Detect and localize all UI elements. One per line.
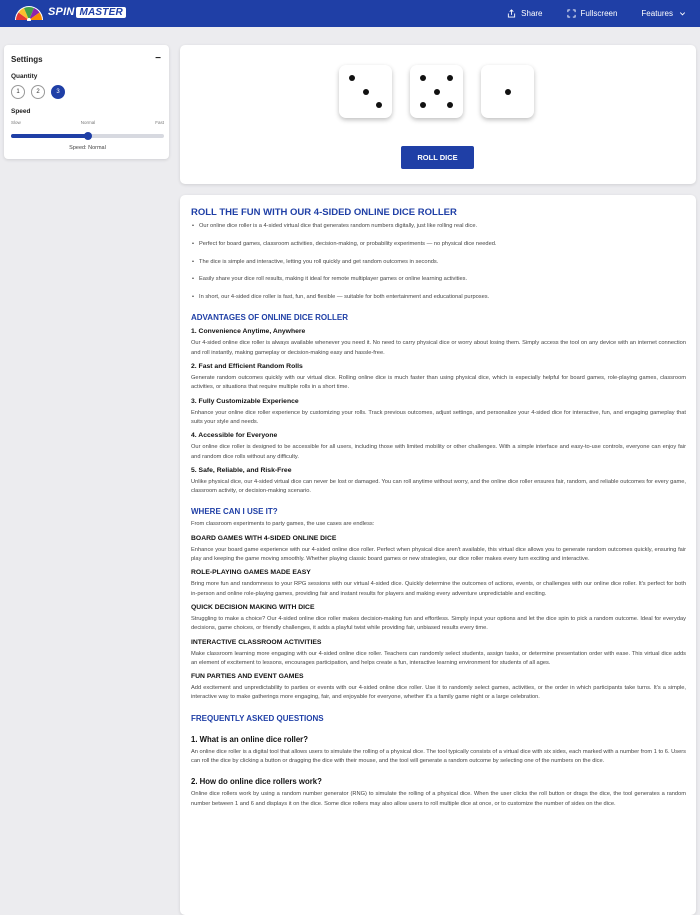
intro-bullet: • Easily share your dice roll results, making it ideal for remote multiplayer games or online learning activities.: [191, 275, 686, 284]
logo-word-master: MASTER: [76, 7, 125, 18]
advantage-heading: 1. Convenience Anytime, Anywhere: [191, 328, 306, 336]
speed-tick-normal: Normal: [80, 120, 96, 125]
usage-heading: FUN PARTIES AND EVENT GAMES: [191, 673, 304, 681]
quantity-option-2[interactable]: 2: [31, 85, 45, 99]
roll-dice-button[interactable]: ROLL DICE: [401, 146, 474, 169]
advantage-text: Enhance your online dice roller experience by customizing your rolls. Track previous outcomes, adjust settings, and personalize your 4-sided dice for interactive, fun, and engaging gameplay that suits your style and needs.: [191, 409, 686, 425]
usage-title: WHERE CAN I USE IT?: [191, 507, 278, 517]
site-logo[interactable]: [13, 3, 126, 21]
speed-slider-fill: [11, 134, 88, 138]
fullscreen-label: Fullscreen: [580, 9, 618, 18]
usage-text: Make classroom learning more engaging with our 4-sided online dice roller. Teachers can randomly select students, assign tasks, or determine presentation order with ease. This virtual dice adds an element of excitement to lessons, encourages participation, and helps create a fun, interactive learning environment for students of all ages.: [191, 650, 686, 666]
usage-text: Enhance your board game experience with our 4-sided online dice roller. Perfect when physical dice aren't available, this virtual dice allows you to generate random outcomes quickly, ensuring fair play and keeping the game moving smoothly. Whether playing classic board games or new strategies, our dice roller makes every turn exciting and interactive.: [191, 546, 686, 563]
article-content: [180, 195, 696, 915]
advantage-heading: 3. Fully Customizable Experience: [191, 397, 299, 405]
features-menu[interactable]: [641, 9, 687, 18]
speed-tick-labels: [11, 120, 164, 125]
spin-wheel-icon: [13, 3, 45, 21]
die-3: [481, 65, 534, 118]
dice-area: [180, 45, 696, 184]
share-icon: [507, 9, 516, 18]
advantage-heading: 2. Fast and Efficient Random Rolls: [191, 363, 303, 371]
fullscreen-icon: [567, 9, 576, 18]
speed-slider[interactable]: [11, 134, 164, 138]
die-pip: [420, 75, 426, 81]
die-pip: [447, 75, 453, 81]
fullscreen-button[interactable]: [567, 9, 618, 18]
die-pip: [376, 102, 382, 108]
settings-title: Settings: [11, 55, 43, 64]
die-pip: [434, 89, 440, 95]
faq-question: 1. What is an online dice roller?: [191, 734, 308, 744]
top-navbar: [0, 0, 700, 27]
die-pip: [447, 102, 453, 108]
advantage-heading: 4. Accessible for Everyone: [191, 432, 278, 440]
usage-heading: INTERACTIVE CLASSROOM ACTIVITIES: [191, 638, 322, 646]
features-label: Features: [641, 9, 673, 18]
speed-caption: Speed: Normal: [69, 145, 106, 151]
intro-bullet: • In short, our 4-sided dice roller is fast, fun, and flexible — suitable for both entertainment and educational purposes.: [191, 293, 686, 302]
usage-text: Bring more fun and randomness to your RPG sessions with our virtual 4-sided dice. Quickly determine the outcomes of actions, events, or challenges with our online dice roller. It's perfect for both in-person and online role-playing games, providing fair and instant results for players and making every adventure unpredictable and exciting.: [191, 581, 686, 597]
die-2: [410, 65, 463, 118]
article-title: ROLL THE FUN WITH OUR 4-SIDED ONLINE DICE ROLLER: [191, 207, 457, 218]
intro-bullet: • Our online dice roller is a 4-sided virtual dice that generates random numbers digitally, just like rolling real dice.: [191, 222, 686, 231]
collapse-button[interactable]: −: [155, 53, 161, 64]
quantity-option-1[interactable]: 1: [11, 85, 25, 99]
intro-bullets: [191, 222, 686, 302]
advantage-text: Unlike physical dice, our 4-sided virtual dice can never be lost or damaged. You can roll anytime without worry, and the online dice roller ensures fair, random, and reliable outcomes for every game, classroom activity, or decision-making scenario.: [191, 478, 686, 495]
logo-word-spin: SPIN: [48, 6, 75, 18]
chevron-down-icon: [678, 9, 687, 18]
die-pip: [420, 102, 426, 108]
intro-bullet: • Perfect for board games, classroom activities, decision-making, or probability experiments — no physical dice needed.: [191, 240, 686, 249]
speed-tick-fast: Fast: [155, 120, 164, 125]
settings-panel: [4, 45, 169, 159]
faq-question: 2. How do online dice rollers work?: [191, 777, 322, 787]
logo-text: [48, 6, 126, 18]
faq-answer: Online dice rollers work by using a random number generator (RNG) to simulate the rolling of a physical dice. When the user clicks the roll button or drags the dice, the tool generates a random number between 1 and 6 and displays it on the dice. Some dice rollers may also allow users to roll multiple dice at once, or to customize the number of sides on the dice.: [191, 791, 686, 807]
advantages-title: ADVANTAGES OF ONLINE DICE ROLLER: [191, 313, 349, 323]
share-label: Share: [521, 9, 543, 18]
advantage-heading: 5. Safe, Reliable, and Risk-Free: [191, 466, 292, 474]
die-1: [339, 65, 392, 118]
share-button[interactable]: [507, 9, 542, 18]
usage-heading: BOARD GAMES WITH 4-SIDED ONLINE DICE: [191, 534, 337, 542]
quantity-options: [11, 85, 65, 99]
speed-label: Speed: [11, 108, 31, 115]
quantity-option-3[interactable]: 3: [51, 85, 65, 99]
die-pip: [349, 75, 355, 81]
faq-title: FREQUENTLY ASKED QUESTIONS: [191, 713, 324, 723]
usage-text: Add excitement and unpredictability to parties or events with our 4-sided online dice roller. Use it to randomly select games, activities, or the order in which participants take turns. It's a simple, interactive way to make gatherings more engaging, fair, and enjoyable for everyone, whether it's a family game night or a large celebration.: [191, 685, 686, 701]
advantage-text: Our online dice roller is designed to be accessible for all users, including those with limited mobility or other challenges. With a simple interface and easy-to-use controls, everyone can enjoy fair and random dice rolls without any difficulty.: [191, 444, 686, 460]
usage-heading: QUICK DECISION MAKING WITH DICE: [191, 603, 315, 611]
speed-tick-slow: Slow: [11, 120, 21, 125]
speed-slider-thumb[interactable]: [84, 132, 92, 140]
advantage-text: Our 4-sided online dice roller is always available whenever you need it. No need to carry physical dice or worry about losing them. Simply access the tool on any device with an internet connection and roll instantly, making gameplay or decision-making easy and hassle-free.: [191, 340, 686, 356]
intro-bullet: • The dice is simple and interactive, letting you roll quickly and get random outcomes in seconds.: [191, 258, 686, 267]
header-nav: [507, 0, 687, 27]
die-pip: [363, 89, 369, 95]
usage-intro: From classroom experiments to party games, the use cases are endless:: [191, 521, 375, 528]
usage-heading: ROLE-PLAYING GAMES MADE EASY: [191, 569, 311, 577]
advantage-text: Generate random outcomes quickly with our virtual dice. Rolling online dice is much faster than using physical dice, which is especially helpful for board games, role-playing games, classroom activities, or situations that require multiple rolls in a short time.: [191, 375, 686, 391]
faq-answer: An online dice roller is a digital tool that allows users to simulate the rolling of a physical dice. The tool typically consists of a virtual dice with six sides, each marked with a number from 1 to 6. Users can roll the dice by clicking a button or dragging the dice with their mouse, and the tool will generate a random outcome by selecting one of the numbers on the dice.: [191, 748, 686, 765]
die-pip: [505, 89, 511, 95]
quantity-label: Quantity: [11, 73, 38, 80]
usage-text: Struggling to make a choice? Our 4-sided online dice roller makes decision-making fun and effortless. Simply input your options and let the dice spin to pick a random outcome. Ideal for everyday decisions, game choices, or friendly challenges, it adds a playful twist while providing fair, unbiased results every time.: [191, 615, 686, 632]
